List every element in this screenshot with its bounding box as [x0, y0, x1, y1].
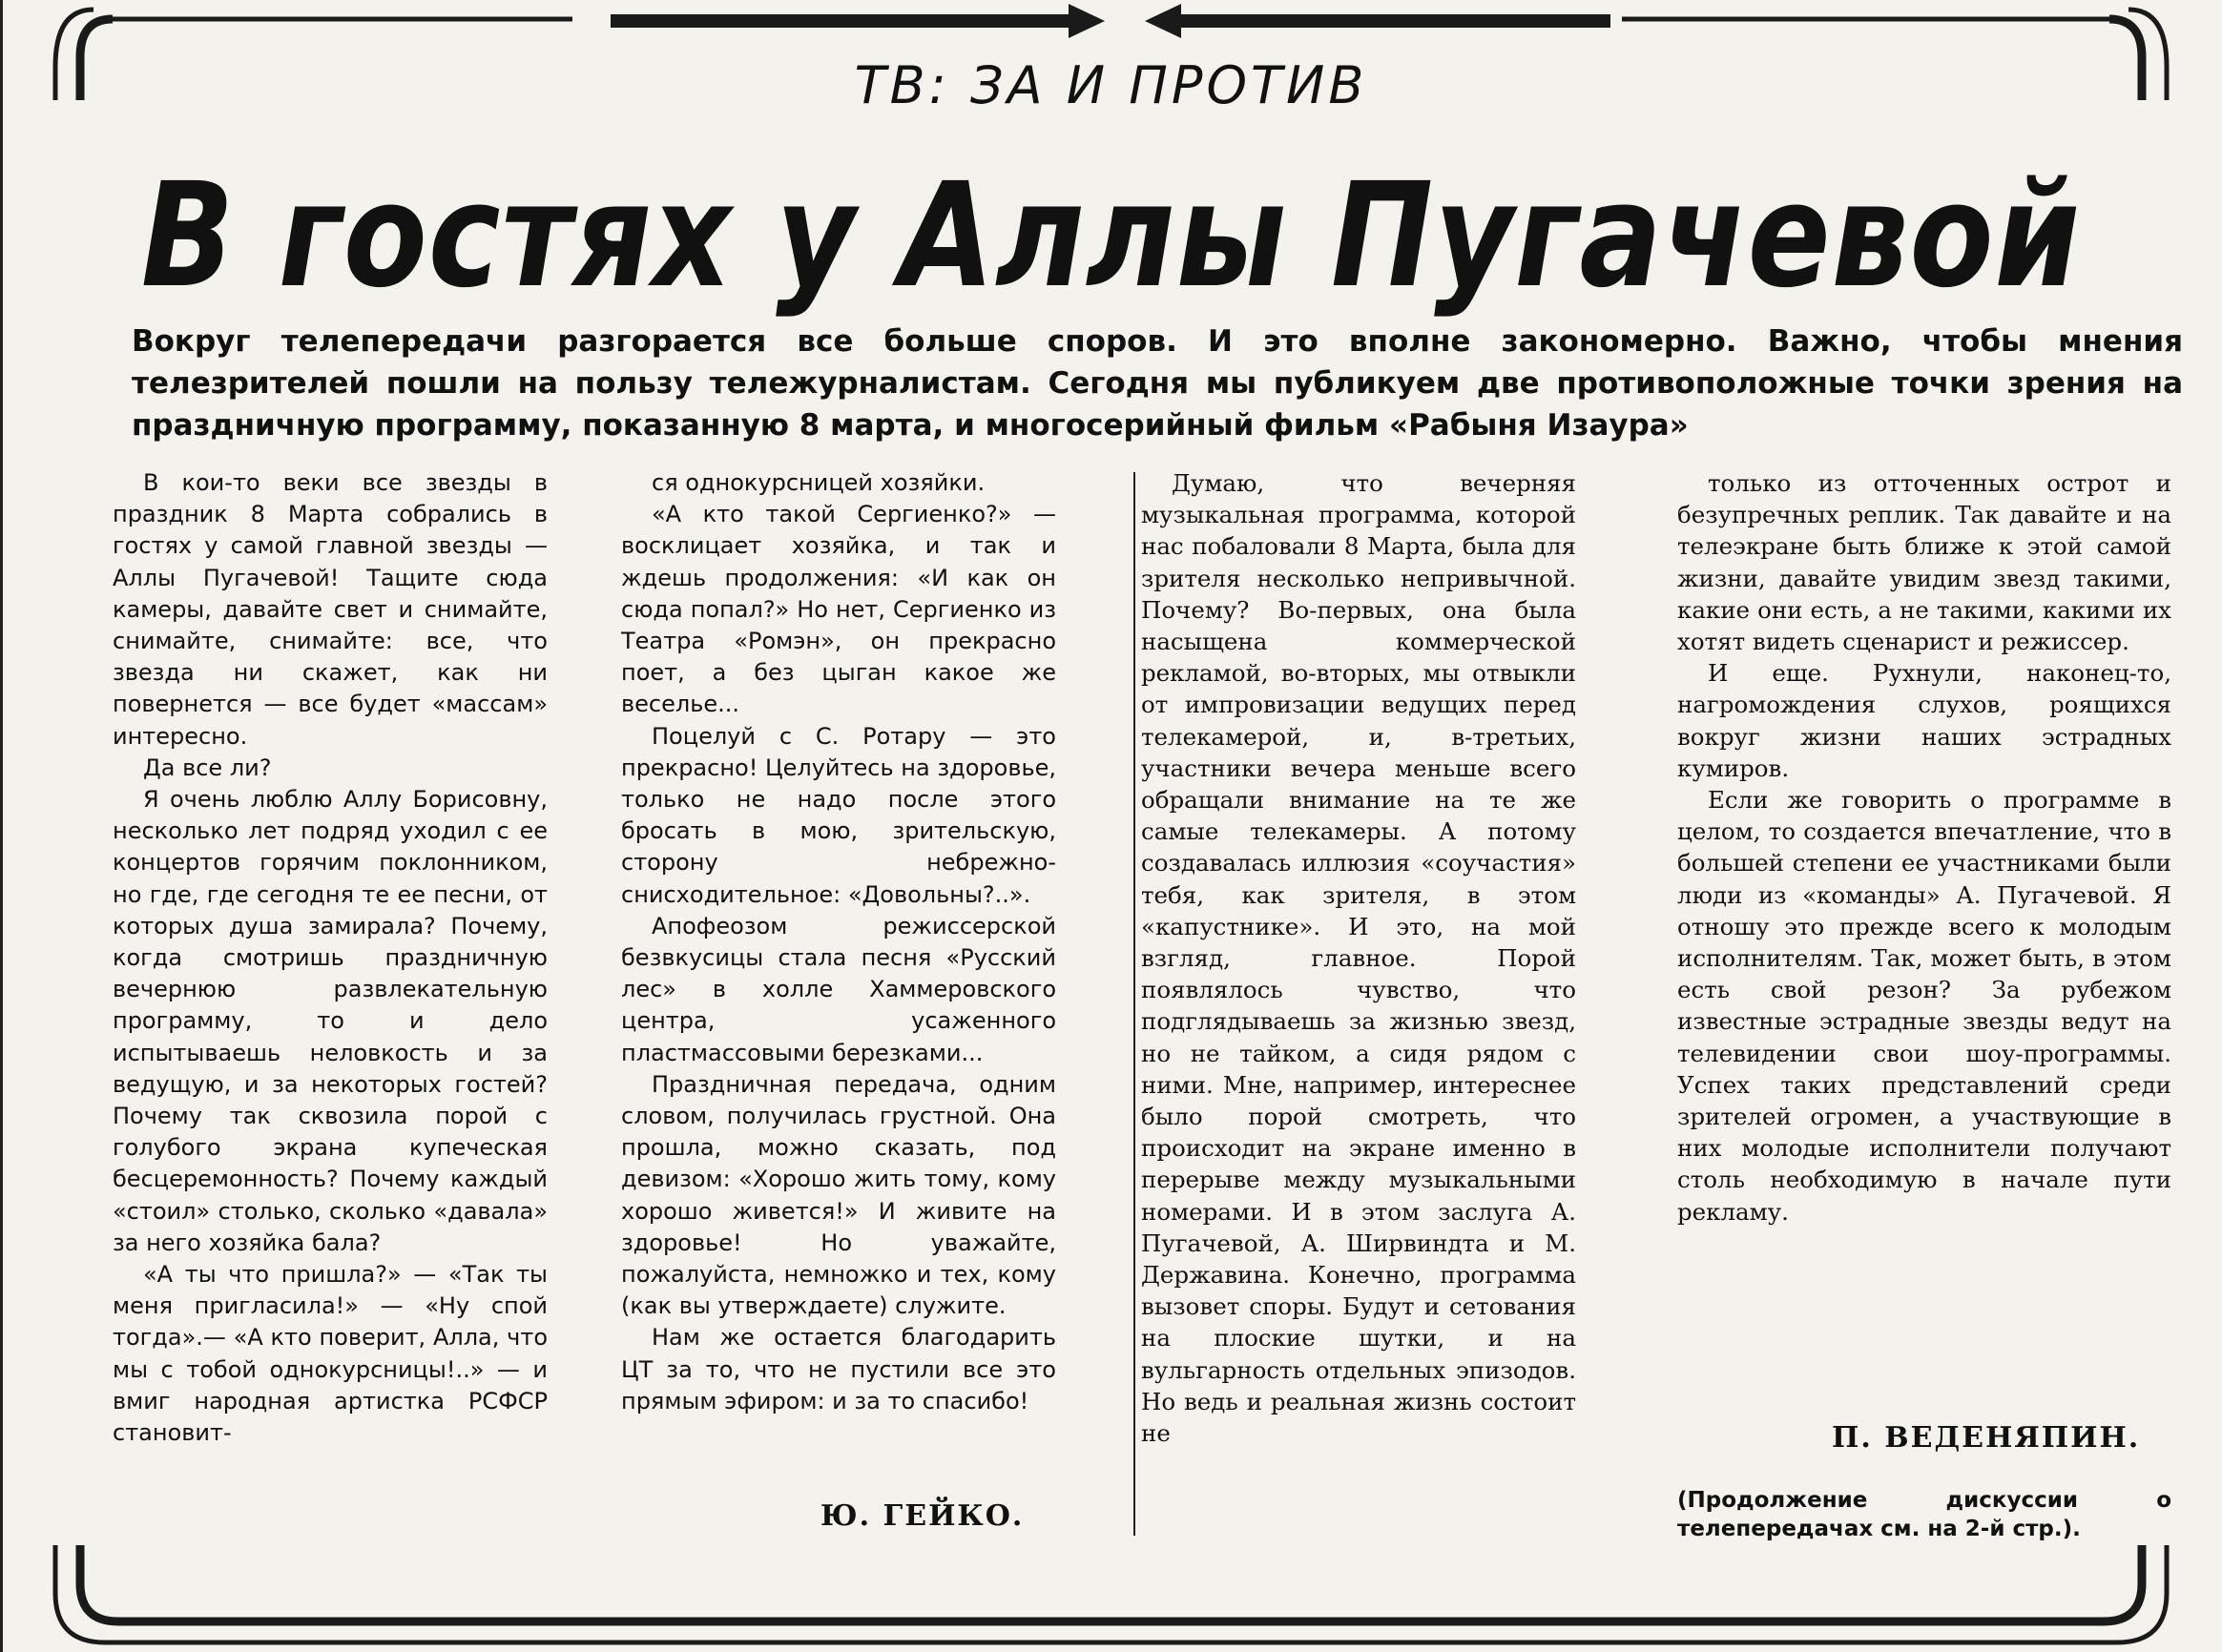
article2-column4	[1677, 467, 2171, 1412]
paragraph: ся однокурсницей хозяйки.	[652, 469, 986, 496]
ornament-left	[611, 4, 1105, 38]
paragraph: Да все ли?	[143, 754, 272, 781]
article1-column2	[621, 467, 1056, 1488]
author-signature: Ю. ГЕЙКО.	[820, 1499, 1025, 1533]
ornament-right	[1145, 4, 1610, 38]
paragraph: Я очень люблю Аллу Борисовну, несколько лет подряд уходил с ее концертов горячим поклонником, но где, где сегодня те ее песни, от которых душа замирала? Почему, когда смотришь праздничную вечернюю развлекательную программу, то и дело испытываешь неловкость и за ведущую, и за некоторых гостей? Почему так сквозила порой с голубого экрана купеческая бесцеремонность? Почему каждый «стоил» столько, сколько «давала» за него хозяйка бала?	[113, 786, 548, 1256]
article2-column3	[1141, 467, 1576, 1536]
paragraph: Если же говорить о программе в целом, то создается впечатление, что в большей степени ее участниками были люди из «команды» А. Пугачевой. Я отношу это прежде всего к молодым исполнителям. Так, может быть, в этом есть свой резон? За рубежом известные эстрадные звезды ведут на телевидении свои шоу-программы. Успех таких представлений среди зрителей огромен, а участвующие в них молодые исполнители получают столь необходимую в начале пути рекламу.	[1677, 786, 2171, 1226]
paragraph: Апофеозом режиссерской безвкусицы стала песня «Русский лес» в холле Хаммеровского центра, усаженного пластмассовыми березками...	[621, 912, 1056, 1066]
continuation-note: (Продолжение дискуссии о телепередачах см. на 2-й стр.).	[1677, 1488, 2171, 1541]
rubric: ТВ: ЗА И ПРОТИВ	[854, 55, 1368, 115]
author-signature: П. ВЕДЕНЯПИН.	[1832, 1421, 2141, 1455]
paragraph: Думаю, что вечерняя музыкальная программа, которой нас побаловали 8 Марта, была для зрителя несколько непривычной. Почему? Во-первых, она была насыщена коммерческой рекламой, во-вторых, мы отвыкли от импровизации ведущих перед телекамерой, и, в-третьих, участники вечера меньше всего обращали внимание на те же самые телекамеры. А потому создавалась иллюзия «соучастия» тебя, как зрителя, в этом «капустнике». И это, на мой взгляд, главное. Порой появлялось чувство, что подглядываешь за жизнью звезд, но не тайком, а сидя рядом с ними. Мне, например, интереснее было порой смотреть, что происходит на экране именно в перерыве между музыкальными номерами. И в этом заслуга А. Пугачевой, А. Ширвиндта и М. Державина. Конечно, программа вызовет споры. Будут и сетования на плоские шутки, и на вульгарность отдельных эпизодов. Но ведь и реальная жизнь состоит не	[1141, 469, 1576, 1448]
column-divider	[1133, 472, 1135, 1536]
lead-paragraph: Вокруг телепередачи разгорается все больше споров. И это вполне закономерно. Важно, чтобы мнения телезрителей пошли на пользу тележурналистам. Сегодня мы публикуем две противоположные точки зрения на праздничную программу, показанную 8 марта, и многосерийный фильм «Рабыня Изаура»	[132, 324, 2183, 443]
headline: В гостях у Аллы Пугачевой	[140, 152, 2082, 320]
paragraph: «А ты что пришла?» — «Так ты меня пригласила!» — «Ну спой тогда».— «А кто поверит, Алла, что мы с тобой однокурсницы!..» — и вмиг народная артистка РСФСР становит-	[113, 1261, 548, 1447]
paragraph: Поцелуй с С. Ротару — это прекрасно! Целуйтесь на здоровье, только не надо после этого бросать в мою, зрительскую, сторону небрежно-снисходительное: «Довольны?..».	[621, 722, 1056, 908]
paragraph: только из отточенных острот и безупречных реплик. Так давайте и на телеэкране быть ближе к этой самой жизни, давайте увидим звезд такими, какие они есть, а не такими, какими их хотят видеть сценарист и режиссер.	[1677, 469, 2171, 656]
paragraph: И еще. Рухнули, наконец-то, нагромождения слухов, роящихся вокруг жизни наших эстрадных кумиров.	[1677, 659, 2171, 782]
paragraph: В кои-то веки все звезды в праздник 8 Марта собрались в гостях у самой главной звезды — Аллы Пугачевой! Тащите сюда камеры, давайте свет и снимайте, снимайте, снимайте: все, что звезда ни скажет, как ни повернется — все будет «массам» интересно.	[113, 469, 548, 750]
article1-column1	[113, 467, 548, 1536]
paragraph: Нам же остается благодарить ЦТ за то, что не пустили все это прямым эфиром: и за то спасибо!	[621, 1324, 1056, 1415]
paragraph: Праздничная передача, одним словом, получилась грустной. Она прошла, можно сказать, под девизом: «Хорошо жить тому, кому хорошо живется!» И живите на здоровье! Но уважайте, пожалуйста, немножко и тех, кому (как вы утверждаете) служите.	[621, 1070, 1056, 1320]
paragraph: «А кто такой Сергиенко?» — восклицает хозяйка, и так и ждешь продолжения: «И как он сюда попал?» Но нет, Сергиенко из Театра «Ромэн», он прекрасно поет, а без цыган какое же веселье...	[621, 501, 1056, 718]
